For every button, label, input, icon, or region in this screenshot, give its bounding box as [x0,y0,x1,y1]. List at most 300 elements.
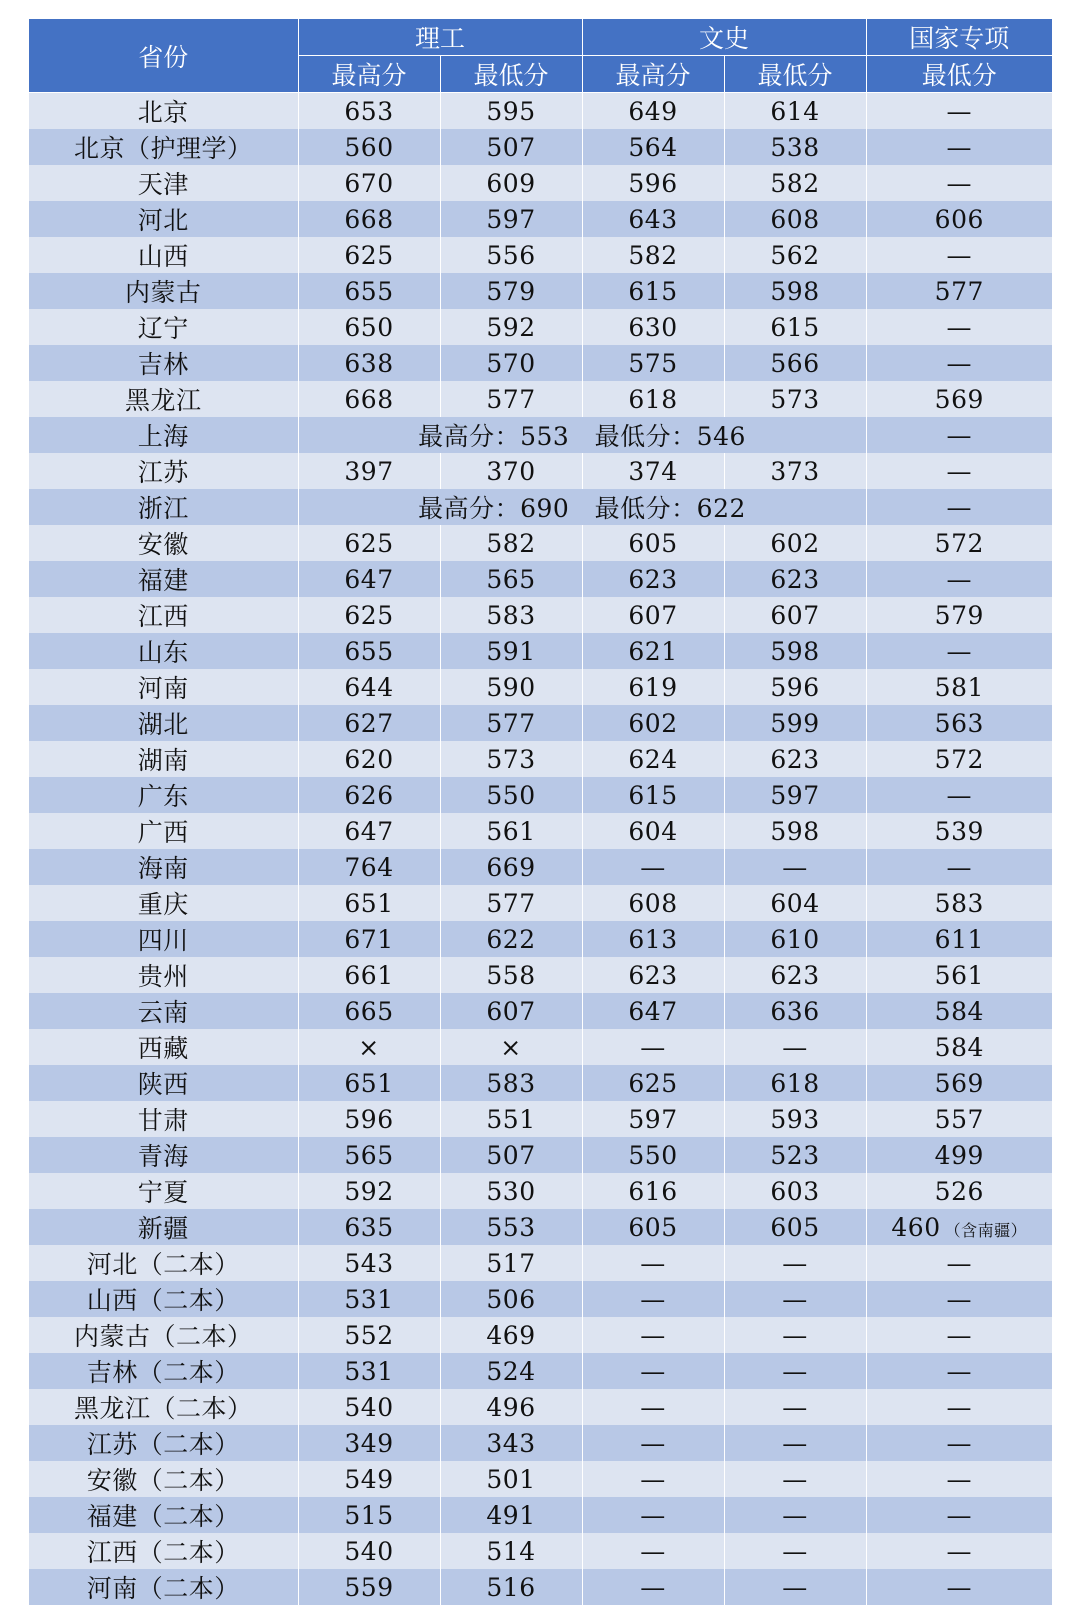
table-body [29,93,1052,1606]
cell-science-min: 507 [440,1137,582,1173]
cell-province: 吉林 [29,345,298,381]
table-row [29,1389,1052,1425]
table-row [29,93,1052,130]
cell-science-min: 553 [440,1209,582,1245]
cell-arts-max: 624 [582,741,724,777]
cell-science-min: 343 [440,1425,582,1461]
cell-science-max: 515 [298,1497,440,1533]
table-row [29,1029,1052,1065]
table-row [29,957,1052,993]
cell-arts-max: 564 [582,129,724,165]
cell-province: 湖北 [29,705,298,741]
cell-national-min: — [866,633,1052,669]
cell-national-min: — [866,1245,1052,1281]
table-row [29,1065,1052,1101]
cell-arts-max: — [582,1533,724,1569]
cell-science-min: 561 [440,813,582,849]
cell-national-min: 499 [866,1137,1052,1173]
cell-national-min: — [866,1353,1052,1389]
cell-province: 广西 [29,813,298,849]
cell-arts-max: 605 [582,1209,724,1245]
table-row [29,453,1052,489]
cell-province: 江苏 [29,453,298,489]
cell-arts-min: — [724,1317,866,1353]
cell-arts-min: — [724,1353,866,1389]
cell-arts-max: — [582,1281,724,1317]
cell-arts-max: 374 [582,453,724,489]
cell-national-min [866,1209,1052,1245]
cell-science-min: 591 [440,633,582,669]
table-row [29,1209,1052,1245]
cell-province: 山东 [29,633,298,669]
cell-province: 内蒙古 [29,273,298,309]
cell-science-max: 655 [298,633,440,669]
cell-province: 辽宁 [29,309,298,345]
cell-arts-max: 623 [582,957,724,993]
table-row [29,1317,1052,1353]
cell-national-min: — [866,417,1052,453]
table-row [29,417,1052,453]
cell-province: 宁夏 [29,1173,298,1209]
cell-science-max: 531 [298,1353,440,1389]
cell-arts-min: 605 [724,1209,866,1245]
cell-science-min: 590 [440,669,582,705]
cell-science-max: 625 [298,237,440,273]
cell-province: 江苏（二本） [29,1425,298,1461]
cell-province: 云南 [29,993,298,1029]
cell-science-max: 668 [298,381,440,417]
table-row [29,273,1052,309]
cell-science-max: 651 [298,885,440,921]
cell-arts-max: 596 [582,165,724,201]
cell-arts-min: 538 [724,129,866,165]
cell-national-min: — [866,1497,1052,1533]
table-row [29,1461,1052,1497]
cell-arts-min: — [724,1533,866,1569]
cell-arts-max: 602 [582,705,724,741]
table-row [29,525,1052,561]
cell-arts-min: 610 [724,921,866,957]
cell-arts-max: 647 [582,993,724,1029]
cell-science-min: 669 [440,849,582,885]
cell-arts-min: 597 [724,777,866,813]
cell-science-max: 592 [298,1173,440,1209]
cell-national-min: — [866,1425,1052,1461]
header-science-min: 最低分 [440,56,582,93]
cell-science-max: 647 [298,561,440,597]
cell-arts-min: 604 [724,885,866,921]
cell-province: 海南 [29,849,298,885]
cell-province: 黑龙江（二本） [29,1389,298,1425]
cell-science-min: 573 [440,741,582,777]
cell-arts-max: 582 [582,237,724,273]
table-row [29,921,1052,957]
cell-science-min: × [440,1029,582,1065]
cell-arts-max: 605 [582,525,724,561]
table-row [29,1101,1052,1137]
cell-arts-min: — [724,1461,866,1497]
cell-province: 山西（二本） [29,1281,298,1317]
header-science-max: 最高分 [298,56,440,93]
cell-science-max: 650 [298,309,440,345]
table-row [29,813,1052,849]
cell-arts-max: 616 [582,1173,724,1209]
cell-national-min: — [866,129,1052,165]
table-row [29,633,1052,669]
table-row [29,381,1052,417]
table-row [29,777,1052,813]
cell-province: 甘肃 [29,1101,298,1137]
header-science: 理工 [298,19,582,56]
cell-arts-min: 623 [724,741,866,777]
cell-national-min: 569 [866,381,1052,417]
cell-province: 河北（二本） [29,1245,298,1281]
cell-science-max: 665 [298,993,440,1029]
cell-arts-min: 623 [724,561,866,597]
table-row [29,129,1052,165]
cell-province: 广东 [29,777,298,813]
cell-national-min: 572 [866,741,1052,777]
cell-arts-min: 599 [724,705,866,741]
cell-science-min: 582 [440,525,582,561]
table-row [29,1533,1052,1569]
cell-national-min: — [866,777,1052,813]
cell-science-min: 622 [440,921,582,957]
table-row [29,1173,1052,1209]
cell-national-min: — [866,1533,1052,1569]
cell-province: 河南（二本） [29,1569,298,1605]
cell-arts-min: — [724,1497,866,1533]
cell-arts-min: 618 [724,1065,866,1101]
cell-science-max: 638 [298,345,440,381]
cell-province: 新疆 [29,1209,298,1245]
cell-science-max: 543 [298,1245,440,1281]
cell-science-min: 514 [440,1533,582,1569]
header-national: 国家专项 [866,19,1052,56]
header-national-min: 最低分 [866,56,1052,93]
cell-national-min: — [866,1281,1052,1317]
cell-science-min: 501 [440,1461,582,1497]
cell-national-min: 611 [866,921,1052,957]
table-row [29,993,1052,1029]
cell-province: 江西（二本） [29,1533,298,1569]
cell-arts-max: 604 [582,813,724,849]
cell-arts-max: 623 [582,561,724,597]
cell-arts-min: — [724,1281,866,1317]
cell-science-min: 507 [440,129,582,165]
cell-arts-max: 643 [582,201,724,237]
cell-arts-max: — [582,1245,724,1281]
table-row [29,309,1052,345]
cell-science-max: 644 [298,669,440,705]
cell-arts-max: 630 [582,309,724,345]
table-row [29,1497,1052,1533]
cell-national-min: 581 [866,669,1052,705]
cell-science-min: 583 [440,1065,582,1101]
cell-arts-max: — [582,1461,724,1497]
cell-arts-min: 602 [724,525,866,561]
cell-science-max: 349 [298,1425,440,1461]
cell-national-min: — [866,1317,1052,1353]
cell-arts-min: — [724,849,866,885]
cell-national-min: 539 [866,813,1052,849]
cell-arts-min: 573 [724,381,866,417]
table-row [29,705,1052,741]
cell-arts-min: — [724,1569,866,1605]
header-province: 省份 [29,19,298,93]
cell-science-min: 551 [440,1101,582,1137]
cell-science-min: 558 [440,957,582,993]
cell-province: 河北 [29,201,298,237]
cell-science-max: 635 [298,1209,440,1245]
header-row-groups [29,19,1052,56]
cell-province: 北京（护理学） [29,129,298,165]
cell-arts-min: 607 [724,597,866,633]
cell-science-max: 565 [298,1137,440,1173]
table-header [29,19,1052,93]
cell-science-min: 556 [440,237,582,273]
cell-arts-min: 615 [724,309,866,345]
cell-arts-min: 373 [724,453,866,489]
cell-arts-max: — [582,1497,724,1533]
table-row [29,489,1052,525]
table-row [29,1281,1052,1317]
cell-province: 安徽 [29,525,298,561]
cell-merged-scores: 最高分：690 最低分：622 [298,489,866,525]
cell-province: 浙江 [29,489,298,525]
cell-science-max: 625 [298,525,440,561]
cell-science-max: 625 [298,597,440,633]
cell-merged-scores: 最高分：553 最低分：546 [298,417,866,453]
cell-arts-max: — [582,1317,724,1353]
cell-national-min: — [866,93,1052,130]
cell-science-max: 560 [298,129,440,165]
cell-national-min: 563 [866,705,1052,741]
cell-province: 湖南 [29,741,298,777]
cell-science-max: 671 [298,921,440,957]
cell-national-min: — [866,489,1052,525]
table-row [29,345,1052,381]
cell-science-max: 670 [298,165,440,201]
cell-science-max: 531 [298,1281,440,1317]
cell-arts-min: 614 [724,93,866,130]
cell-arts-max: 607 [582,597,724,633]
cell-arts-max: 649 [582,93,724,130]
cell-national-min: 584 [866,1029,1052,1065]
cell-national-min: 526 [866,1173,1052,1209]
cell-national-min: — [866,561,1052,597]
cell-science-min: 579 [440,273,582,309]
cell-science-max: 559 [298,1569,440,1605]
cell-science-min: 517 [440,1245,582,1281]
cell-province: 安徽（二本） [29,1461,298,1497]
cell-science-min: 370 [440,453,582,489]
cell-arts-min: 566 [724,345,866,381]
cell-arts-max: 618 [582,381,724,417]
cell-science-min: 577 [440,381,582,417]
cell-science-min: 550 [440,777,582,813]
cell-province: 重庆 [29,885,298,921]
cell-arts-min: 608 [724,201,866,237]
cell-science-max: 620 [298,741,440,777]
cell-national-min: — [866,1569,1052,1605]
cell-arts-max: 615 [582,777,724,813]
cell-national-min: — [866,453,1052,489]
cell-arts-max: 621 [582,633,724,669]
cell-science-min: 592 [440,309,582,345]
cell-province: 陕西 [29,1065,298,1101]
cell-province: 河南 [29,669,298,705]
cell-science-max: 596 [298,1101,440,1137]
cell-science-max: 651 [298,1065,440,1101]
header-arts: 文史 [582,19,866,56]
cell-science-min: 506 [440,1281,582,1317]
cell-arts-max: — [582,1353,724,1389]
cell-science-min: 530 [440,1173,582,1209]
cell-national-min: — [866,1461,1052,1497]
cell-province: 四川 [29,921,298,957]
cell-arts-max: 615 [582,273,724,309]
table-row [29,849,1052,885]
cell-science-max: 540 [298,1389,440,1425]
cell-arts-max: — [582,849,724,885]
table-row [29,1425,1052,1461]
score-table [29,19,1052,1605]
table-row [29,1137,1052,1173]
cell-note: （含南疆） [944,1220,1028,1240]
cell-arts-min: — [724,1029,866,1065]
cell-science-min: 469 [440,1317,582,1353]
cell-science-max: 397 [298,453,440,489]
header-arts-min: 最低分 [724,56,866,93]
cell-arts-min: — [724,1425,866,1461]
table-row [29,237,1052,273]
cell-province: 西藏 [29,1029,298,1065]
cell-arts-max: — [582,1029,724,1065]
cell-arts-min: 582 [724,165,866,201]
table-row [29,1353,1052,1389]
cell-national-min: — [866,345,1052,381]
cell-science-max: 647 [298,813,440,849]
cell-arts-max: 575 [582,345,724,381]
cell-national-min: 584 [866,993,1052,1029]
header-arts-max: 最高分 [582,56,724,93]
cell-arts-max: 608 [582,885,724,921]
cell-national-min: — [866,849,1052,885]
cell-arts-max: — [582,1569,724,1605]
cell-arts-min: — [724,1389,866,1425]
cell-science-max: 626 [298,777,440,813]
cell-province: 内蒙古（二本） [29,1317,298,1353]
cell-arts-min: 598 [724,813,866,849]
table-row [29,201,1052,237]
cell-science-max: 655 [298,273,440,309]
cell-arts-max: 613 [582,921,724,957]
cell-national-min: 569 [866,1065,1052,1101]
cell-arts-max: — [582,1389,724,1425]
cell-science-max: 552 [298,1317,440,1353]
cell-arts-max: 619 [582,669,724,705]
cell-science-min: 595 [440,93,582,130]
cell-science-max: 661 [298,957,440,993]
table-row [29,885,1052,921]
cell-science-min: 577 [440,705,582,741]
table-row [29,561,1052,597]
cell-value: 460 [891,1212,941,1242]
cell-arts-min: 598 [724,633,866,669]
cell-science-max: 764 [298,849,440,885]
cell-arts-min: 636 [724,993,866,1029]
cell-science-min: 609 [440,165,582,201]
cell-province: 北京 [29,93,298,130]
cell-arts-max: 550 [582,1137,724,1173]
cell-national-min: — [866,1389,1052,1425]
cell-province: 黑龙江 [29,381,298,417]
cell-province: 江西 [29,597,298,633]
cell-arts-min: 598 [724,273,866,309]
cell-science-min: 570 [440,345,582,381]
cell-province: 上海 [29,417,298,453]
cell-national-min: 579 [866,597,1052,633]
cell-science-min: 583 [440,597,582,633]
cell-province: 吉林（二本） [29,1353,298,1389]
cell-science-max: 653 [298,93,440,130]
cell-national-min: — [866,309,1052,345]
cell-science-min: 516 [440,1569,582,1605]
cell-arts-min: 603 [724,1173,866,1209]
cell-national-min: 577 [866,273,1052,309]
cell-national-min: — [866,165,1052,201]
cell-province: 福建（二本） [29,1497,298,1533]
cell-national-min: 583 [866,885,1052,921]
table-row [29,1245,1052,1281]
cell-province: 青海 [29,1137,298,1173]
cell-national-min: 561 [866,957,1052,993]
cell-arts-min: 523 [724,1137,866,1173]
cell-arts-max: — [582,1425,724,1461]
cell-science-max: 668 [298,201,440,237]
cell-province: 福建 [29,561,298,597]
cell-science-min: 597 [440,201,582,237]
cell-science-max: 540 [298,1533,440,1569]
table-row [29,669,1052,705]
cell-science-min: 496 [440,1389,582,1425]
cell-arts-min: 562 [724,237,866,273]
table-row [29,597,1052,633]
table-row [29,1569,1052,1605]
cell-arts-min: — [724,1245,866,1281]
cell-science-min: 491 [440,1497,582,1533]
cell-arts-min: 596 [724,669,866,705]
cell-province: 贵州 [29,957,298,993]
cell-science-min: 607 [440,993,582,1029]
cell-arts-min: 593 [724,1101,866,1137]
table-row [29,165,1052,201]
cell-arts-min: 623 [724,957,866,993]
cell-science-max: 549 [298,1461,440,1497]
cell-science-max: × [298,1029,440,1065]
cell-arts-max: 597 [582,1101,724,1137]
cell-national-min: 572 [866,525,1052,561]
cell-province: 山西 [29,237,298,273]
table-row [29,741,1052,777]
cell-arts-max: 625 [582,1065,724,1101]
cell-province: 天津 [29,165,298,201]
cell-science-min: 577 [440,885,582,921]
cell-national-min: 606 [866,201,1052,237]
cell-science-max: 627 [298,705,440,741]
cell-science-min: 524 [440,1353,582,1389]
